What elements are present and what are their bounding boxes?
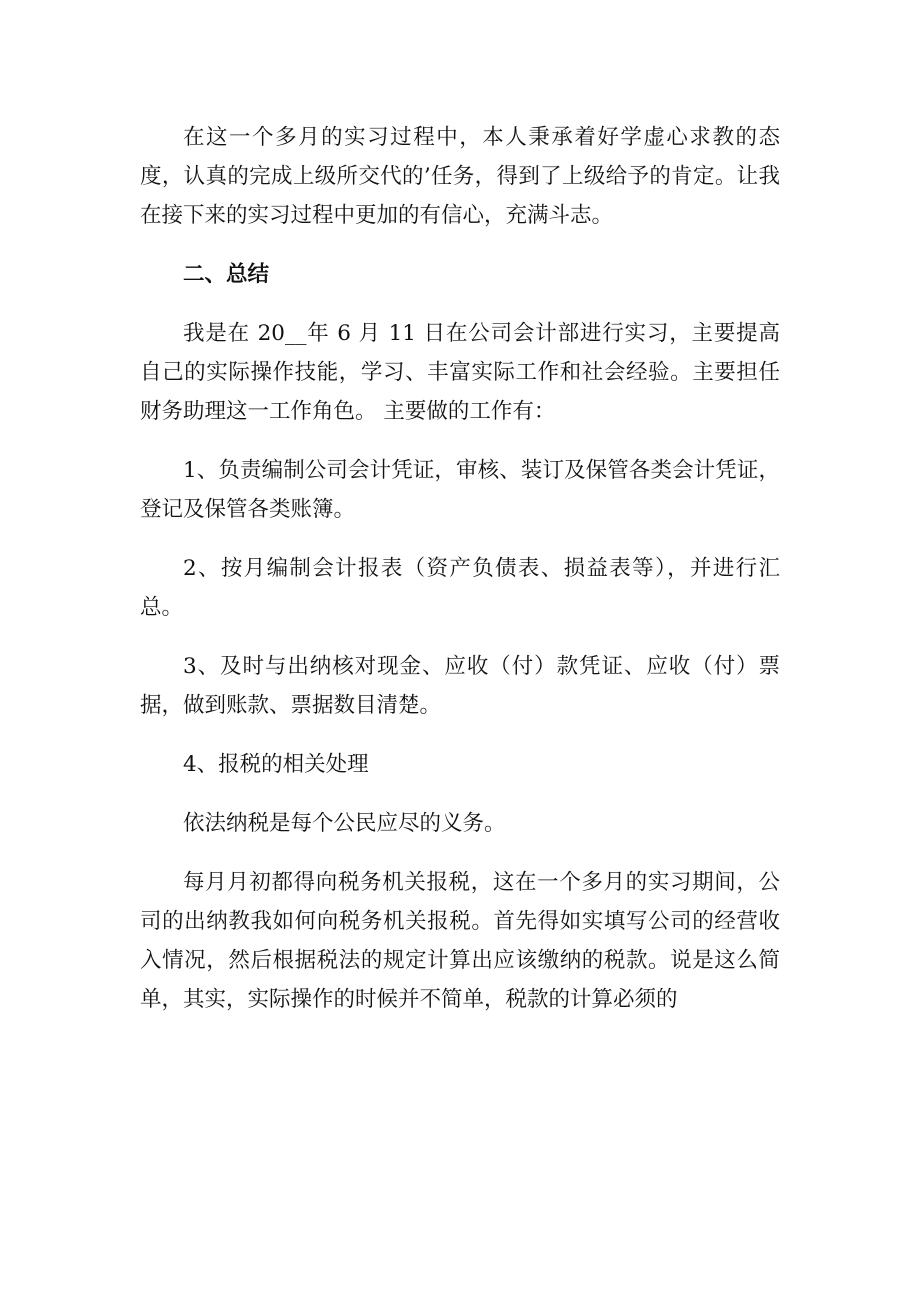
section-heading: 二、总结 xyxy=(183,262,270,287)
document-body xyxy=(140,118,780,1039)
summary-item-1: 1、负责编制公司会计凭证，审核、装订及保管各类会计凭证，登记及保管各类账簿。 xyxy=(140,458,780,522)
tax-process-paragraph: 每月月初都得向税务机关报税，这在一个多月的实习期间，公司的出纳教我如何向税务机关报税。首先得如实填写公司的经营收入情况，然后根据税法的规定计算出应该缴纳的税款。说是这么简单，其实，实际操作的时候并不简单，税款的计算必须的 xyxy=(140,870,780,1012)
summary-item-3: 3、及时与出纳核对现金、应收（付）款凭证、应收（付）票据，做到账款、票据数目清楚。 xyxy=(140,654,780,718)
summary-item-4: 4、报税的相关处理 xyxy=(183,752,369,777)
summary-paragraph-intro: 我是在 20__年 6 月 11 日在公司会计部进行实习，主要提高自己的实际操作技能，学习、丰富实际工作和社会经验。主要担任财务助理这一工作角色。 主要做的工作有： xyxy=(140,321,780,424)
intro-paragraph: 在这一个多月的实习过程中，本人秉承着好学虚心求教的态度，认真的完成上级所交代的’任务，得到了上级给予的肯定。让我在接下来的实习过程中更加的有信心，充满斗志。 xyxy=(140,125,780,228)
summary-item-2: 2、按月编制会计报表（资产负债表、损益表等），并进行汇总。 xyxy=(140,556,780,620)
tax-duty-paragraph: 依法纳税是每个公民应尽的义务。 xyxy=(183,811,506,836)
